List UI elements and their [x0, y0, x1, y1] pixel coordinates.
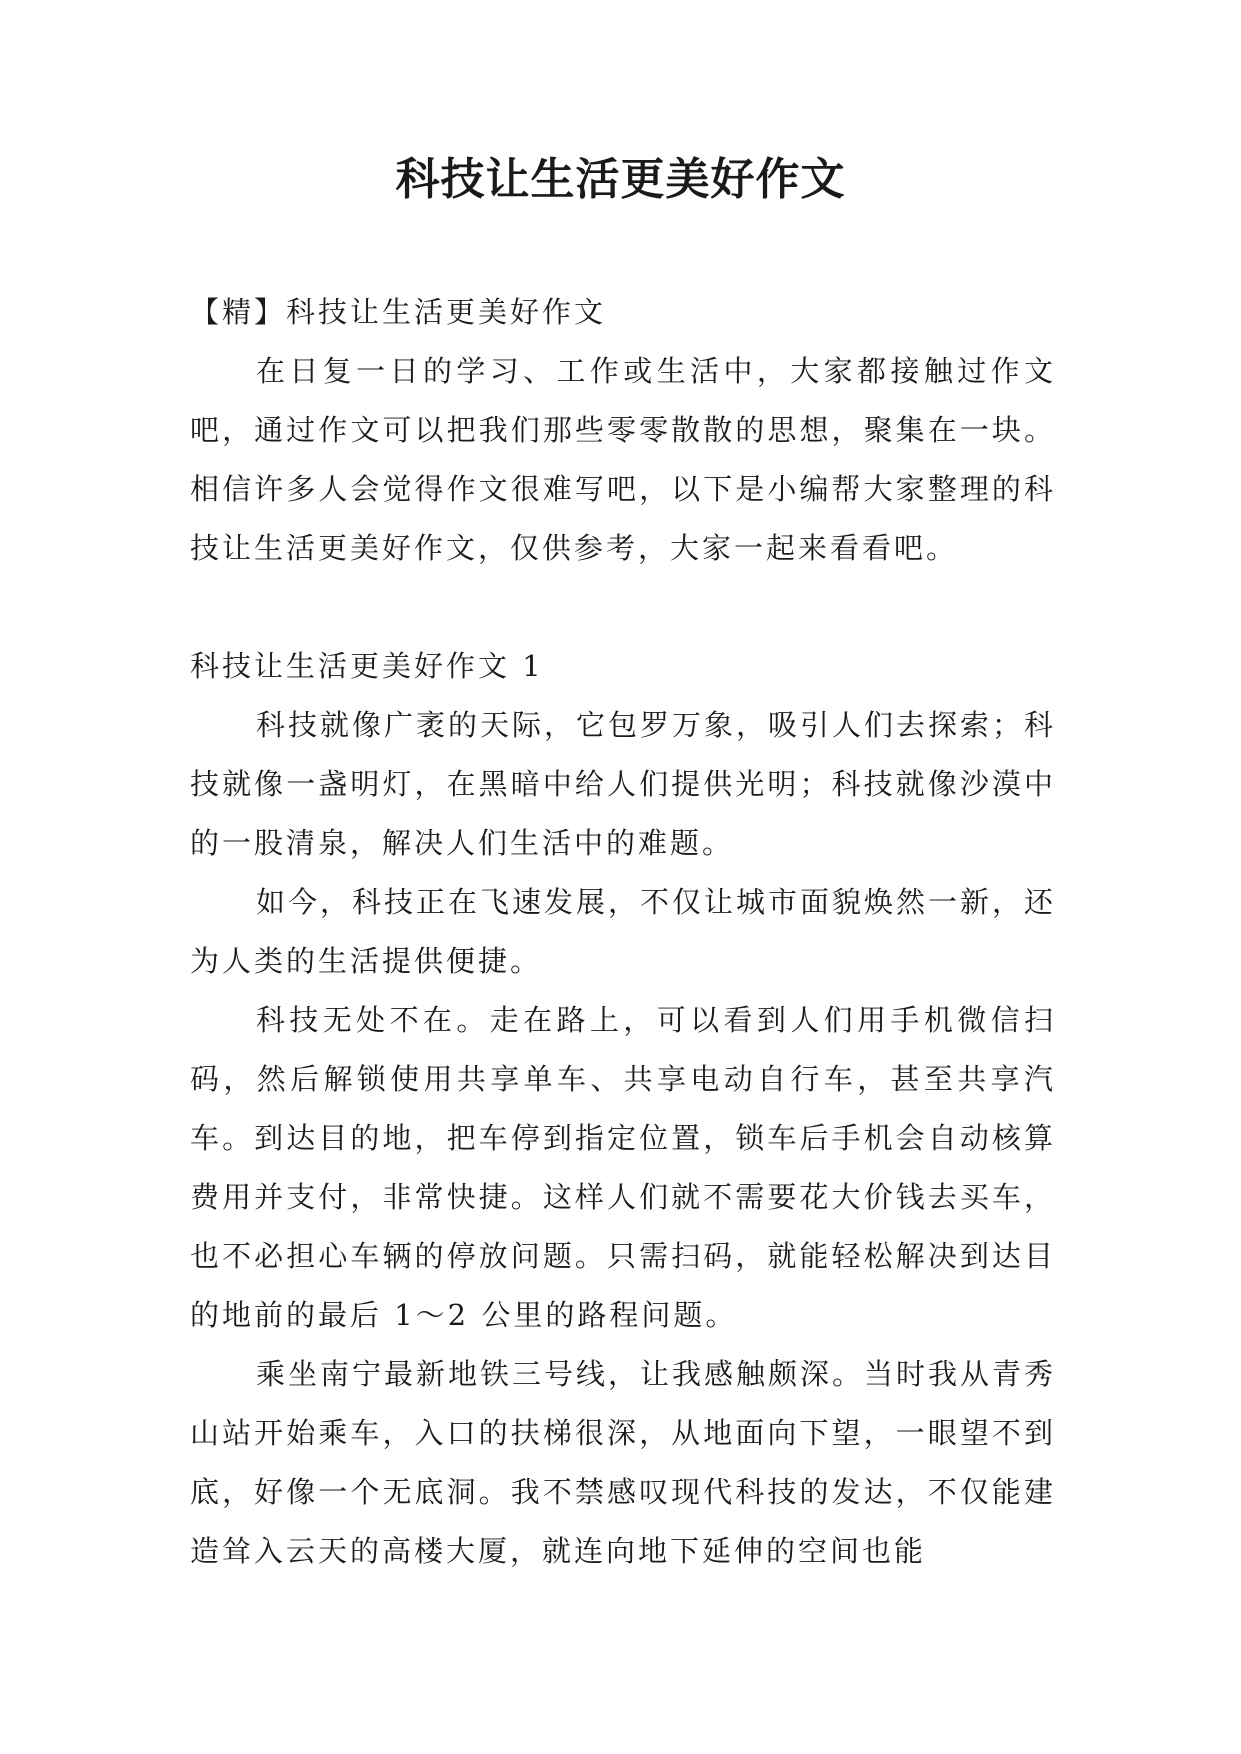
document-title: 科技让生活更美好作文	[395, 154, 846, 205]
body-paragraph: 科技就像广袤的天际，它包罗万象，吸引人们去探索；科技就像一盏明灯，在黑暗中给人们提供光明；科技就像沙漠中的一股清泉，解决人们生活中的难题。	[190, 708, 1057, 860]
body-paragraph: 科技无处不在。走在路上，可以看到人们用手机微信扫码，然后解锁使用共享单车、共享电动自行车，甚至共享汽车。到达目的地，把车停到指定位置，锁车后手机会自动核算费用并支付，非常快捷。这样人们就不需要花大价钱去买车，也不必担心车辆的停放问题。只需扫码，就能轻松解决到达目的地前的最后 1～2 公里的路程问题。	[190, 1003, 1056, 1332]
body-paragraph: 乘坐南宁最新地铁三号线，让我感触颇深。当时我从青秀山站开始乘车，入口的扶梯很深，从地面向下望，一眼望不到底，好像一个无底洞。我不禁感叹现代科技的发达，不仅能建造耸入云天的高楼大厦，就连向地下延伸的空间也能	[190, 1357, 1057, 1568]
header-line: 【精】科技让生活更美好作文	[190, 295, 607, 329]
document-body	[190, 283, 1056, 1581]
intro-paragraph: 在日复一日的学习、工作或生活中，大家都接触过作文吧，通过作文可以把我们那些零零散散的思想，聚集在一块。相信许多人会觉得作文很难写吧，以下是小编帮大家整理的科技让生活更美好作文，仅供参考，大家一起来看看吧。	[190, 354, 1056, 565]
body-paragraph: 如今，科技正在飞速发展，不仅让城市面貌焕然一新，还为人类的生活提供便捷。	[190, 885, 1057, 978]
section-heading: 科技让生活更美好作文 1	[190, 649, 544, 683]
paragraph-spacer	[190, 578, 1056, 637]
